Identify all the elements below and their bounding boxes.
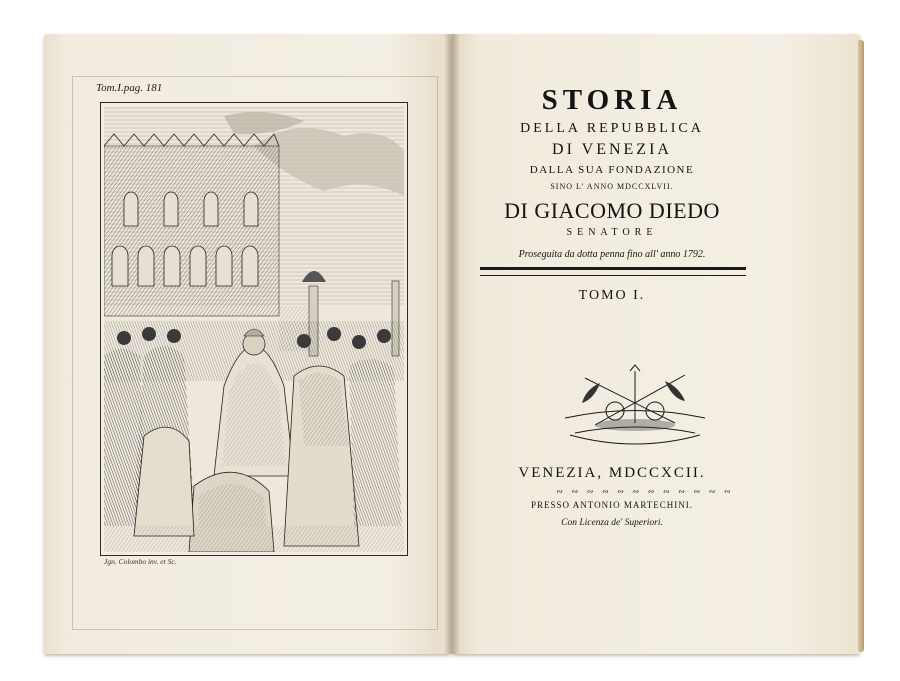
book-title: STORIA <box>541 84 683 116</box>
ornament-row: ∾ ∾ ∾ ∾ ∾ ∾ ∾ ∾ ∾ ∾ ∾ ∾ <box>556 487 734 496</box>
author-role: SENATORE <box>566 227 658 238</box>
license-line: Con Licenza de' Superiori. <box>561 518 663 528</box>
printer-line: PRESSO ANTONIO MARTECHINI. <box>530 500 694 510</box>
author-name: DI GIACOMO DIEDO <box>504 198 720 223</box>
continuation-note: Proseguita da dotta penna fino all' anno 1792. <box>518 249 706 260</box>
subtitle-line-1: DELLA REPUBBLICA <box>520 121 704 136</box>
plate-reference: Tom.I.pag. 181 <box>96 82 163 94</box>
subtitle-line-2: DI VENEZIA <box>552 141 672 158</box>
subtitle-line-4: SINO L' ANNO MDCCXLVII. <box>550 182 674 191</box>
volume-label: TOMO I. <box>578 288 646 303</box>
place-and-date: VENEZIA, MDCCXCII. <box>518 465 706 481</box>
engraving-illustration <box>104 106 404 552</box>
trophy-vignette-icon <box>555 363 715 447</box>
subtitle-line-3: DALLA SUA FONDAZIONE <box>529 164 695 176</box>
left-page <box>44 34 450 654</box>
double-rule <box>480 267 746 276</box>
plate-credit: Jgn. Colombo inv. et Sc. <box>104 557 177 566</box>
